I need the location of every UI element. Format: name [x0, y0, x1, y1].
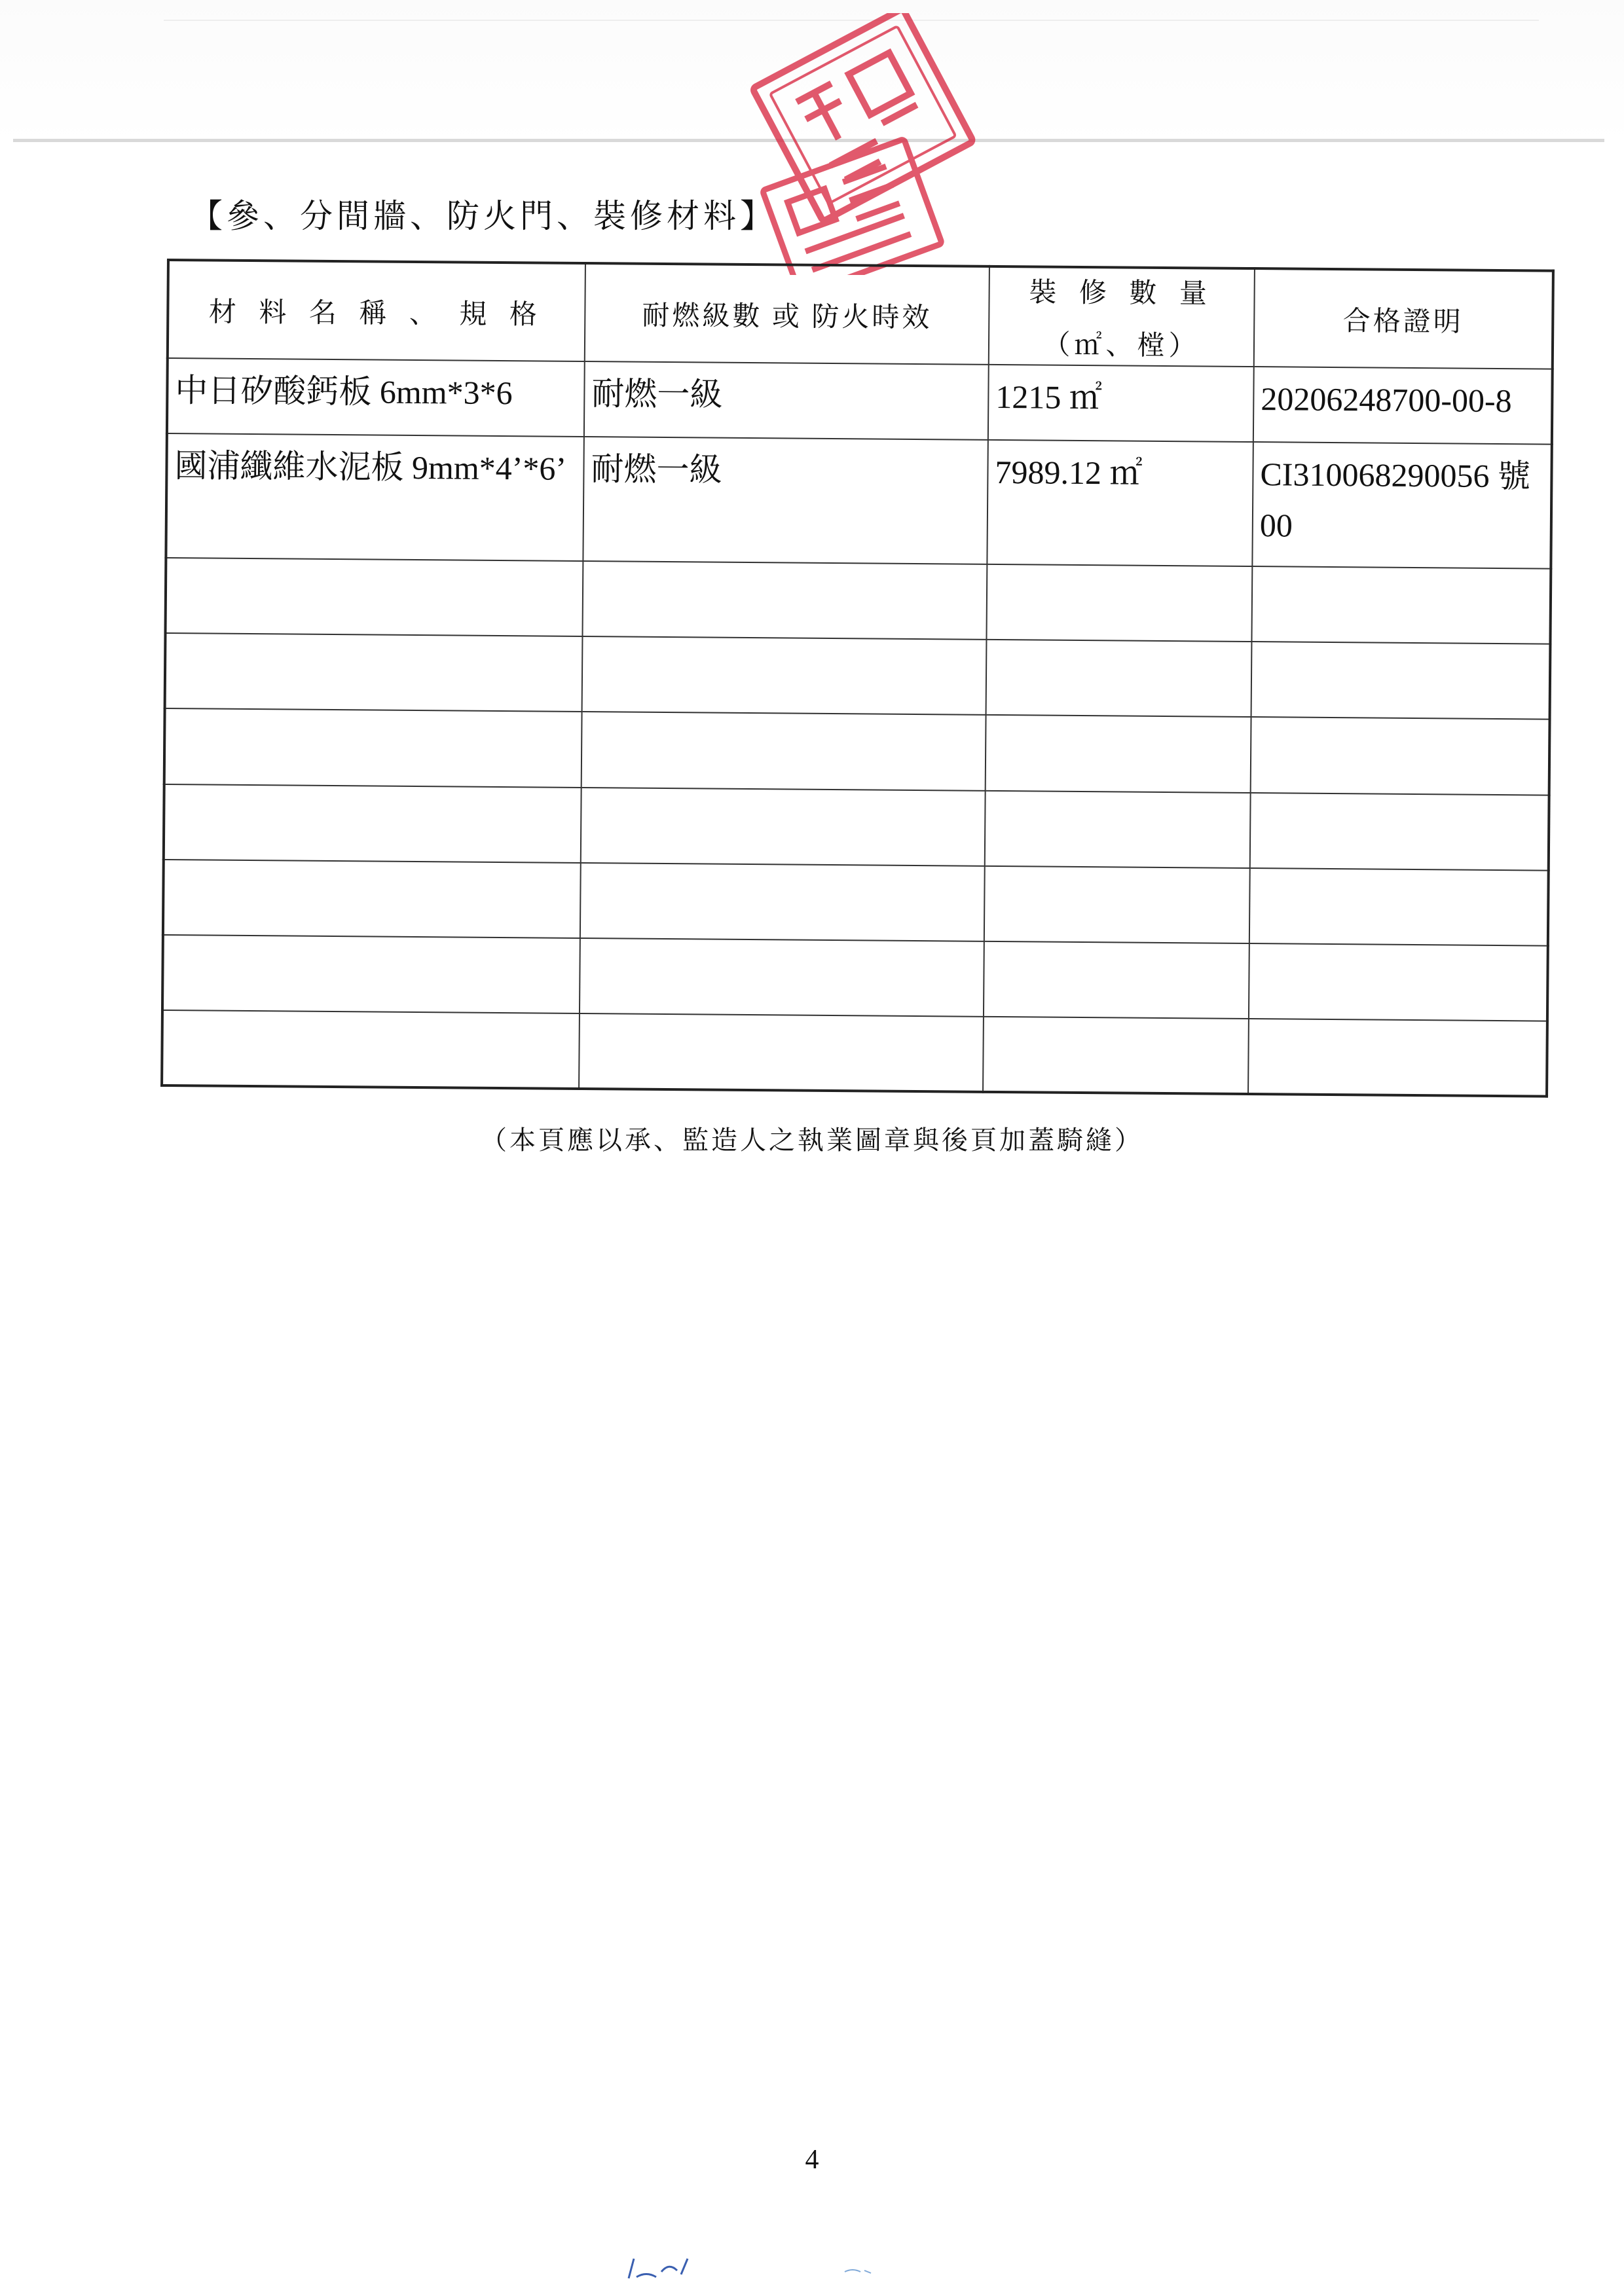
header-certificate: 合格證明	[1254, 268, 1553, 369]
empty-row	[164, 708, 1550, 795]
footnote: （本頁應以承、監造人之執業圖章與後頁加蓋騎縫）	[481, 1125, 1143, 1155]
page-number: 4	[805, 2145, 819, 2175]
empty-row	[162, 935, 1548, 1021]
empty-row	[162, 1010, 1547, 1097]
table-row	[166, 433, 1551, 569]
cell-certificate: CI310068290056 號 00	[1252, 442, 1551, 569]
empty-row	[163, 860, 1549, 946]
header-material: 材 料 名 稱 、 規 格	[168, 260, 585, 361]
header-quantity-unit: （㎡、樘）	[1043, 330, 1200, 361]
header-rating: 耐燃級數 或 防火時效	[585, 263, 989, 365]
cell-quantity: 7989.12 ㎡	[987, 440, 1253, 566]
cell-rating: 耐燃一級	[584, 361, 989, 440]
handwritten-mark	[622, 2252, 910, 2285]
empty-row	[166, 558, 1551, 644]
cell-certificate: 20206248700-00-8	[1253, 367, 1553, 445]
table-header-row	[168, 260, 1553, 369]
table-row	[167, 358, 1553, 445]
empty-row	[165, 633, 1551, 720]
cell-quantity: 1215 ㎡	[988, 365, 1254, 442]
header-quantity	[989, 266, 1255, 367]
cell-material: 中日矽酸鈣板 6mm*3*6	[167, 358, 585, 437]
empty-row	[164, 784, 1549, 871]
section-title: 【參、分間牆、防火門、裝修材料】	[190, 198, 777, 234]
cell-rating: 耐燃一級	[583, 437, 987, 564]
cell-material: 國浦纖維水泥板 9mm*4’*6’	[166, 433, 583, 561]
header-quantity-label: 裝 修 數 量	[1029, 277, 1215, 310]
materials-table	[160, 259, 1555, 1098]
